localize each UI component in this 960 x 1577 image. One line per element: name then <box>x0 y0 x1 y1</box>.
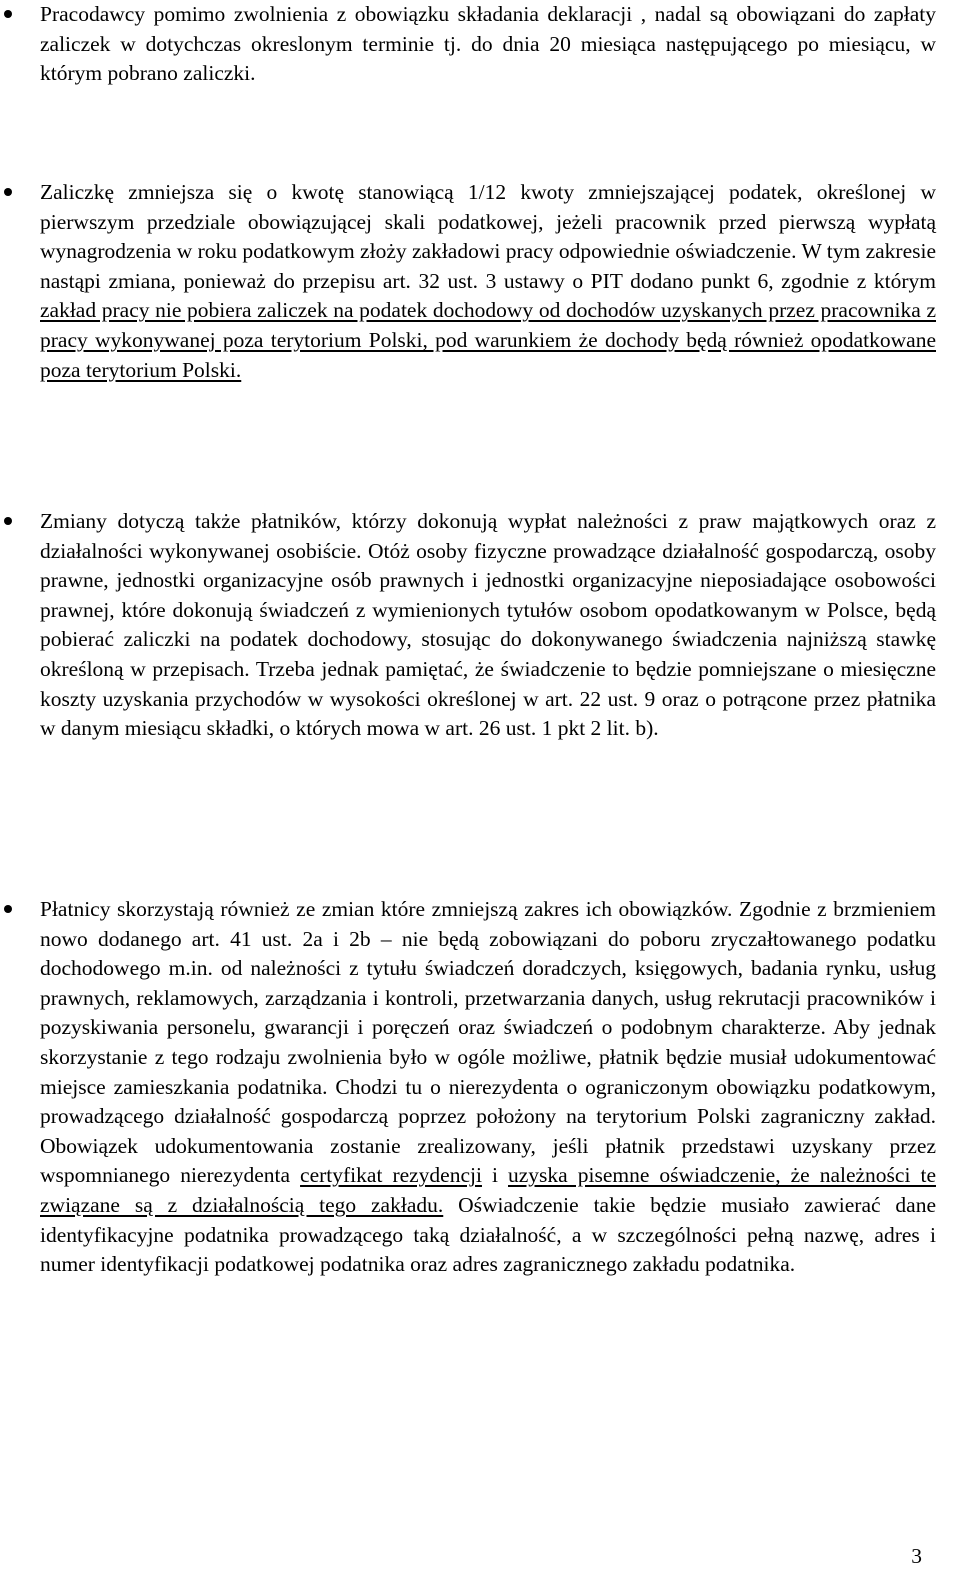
underlined-text: uzyska pisemne oświadczenie, że należności te związane są z działalnością tego zakładu. <box>40 1163 936 1217</box>
bullet-icon <box>4 188 12 196</box>
paragraph-2: Zaliczkę zmniejsza się o kwotę stanowiącą 1/12 kwoty zmniejszającej podatek, określonej w pierwszym przedziale obowiązującej skali podatkowej, jeżeli pracownik przed pierwszą wypłatą wynagrodzenia w roku podatkowym złoży zakładowi pracy odpowiednie oświadczenie. W tym zakresie nastąpi zmiana, ponieważ do przepisu art. 32 ust. 3 ustawy o PIT dodano punkt 6, zgodnie z którym zakład pracy nie pobiera zaliczek na podatek dochodowy od dochodów uzyskanych przez pracownika z pracy wykonywanej poza terytorium Polski, pod warunkiem że dochody będą również opodatkowane poza terytorium Polski. <box>40 180 936 382</box>
underlined-text: certyfikat rezydencji <box>300 1163 482 1188</box>
underlined-text: zakład pracy nie pobiera zaliczek na podatek dochodowy od dochodów uzyskanych przez pracownika z pracy wykonywanej poza terytorium Polski, pod warunkiem że dochody będą również opodatkowane poza terytorium Polski. <box>40 298 936 382</box>
paragraph-4: Płatnicy skorzystają również ze zmian które zmniejszą zakres ich obowiązków. Zgodnie z brzmieniem nowo dodanego art. 41 ust. 2a i 2b – nie będą zobowiązani do poboru zryczałtowanego podatku dochodowego m.in. od należności z tytułu świadczeń doradczych, księgowych, badania rynku, usług prawnych, reklamowych, zarządzania i kontroli, przetwarzania danych, usług rekrutacji pracowników i pozyskiwania personelu, gwarancji i poręczeń oraz świadczeń o podobnym charakterze. Aby jednak skorzystanie z tego rodzaju zwolnienia było w ogóle możliwe, płatnik będzie musiał udokumentować miejsce zamieszkania podatnika. Chodzi tu o nierezydenta o ograniczonym obowiązku podatkowym, prowadzącego działalność gospodarczą poprzez położony na terytorium Polski zagraniczny zakład. Obowiązek udokumentowania zostanie zrealizowany, jeśli płatnik przedstawi uzyskany przez wspomnianego nierezydenta certyfikat rezydencji i uzyska pisemne oświadczenie, że należności te związane są z działalnością tego zakładu. Oświadczenie takie będzie musiało zawierać dane identyfikacyjne podatnika prowadzącego taką działalność, a w szczególności pełną nazwę, adres i numer identyfikacji podatkowej podatnika oraz adres zagranicznego zakładu podatnika. <box>40 897 936 1277</box>
bullet-icon <box>4 517 12 525</box>
paragraph-1: Pracodawcy pomimo zwolnienia z obowiązku składania deklaracji , nadal są obowiązani do zapłaty zaliczek w dotychczas okreslonym terminie tj. do dnia 20 miesiąca następującego po miesiącu, w którym pobrano zaliczki. <box>40 2 936 86</box>
page-number: 3 <box>911 1544 922 1568</box>
bullet-icon <box>4 10 12 18</box>
paragraph-3: Zmiany dotyczą także płatników, którzy dokonują wypłat należności z praw majątkowych oraz z działalności wykonywanej osobiście. Otóż osoby fizyczne prowadzące działalność gospodarczą, osoby prawne, jednostki organizacyjne osób prawnych i jednostki organizacyjne nieposiadające osobowości prawnej, które dokonują świadczeń z wymienionych tytułów osobom opodatkowanym w Polsce, będą pobierać zaliczki na podatek dochodowy, stosując do dokonywanego świadczenia najniższą stawkę określoną w przepisach. Trzeba jednak pamiętać, że świadczenie to będzie pomniejszane o miesięczne koszty uzyskania przychodów w wysokości określonej w art. 22 ust. 9 oraz o potrącone przez płatnika w danym miesiącu składki, o których mowa w art. 26 ust. 1 pkt 2 lit. b). <box>40 509 936 741</box>
bullet-icon <box>4 905 12 913</box>
